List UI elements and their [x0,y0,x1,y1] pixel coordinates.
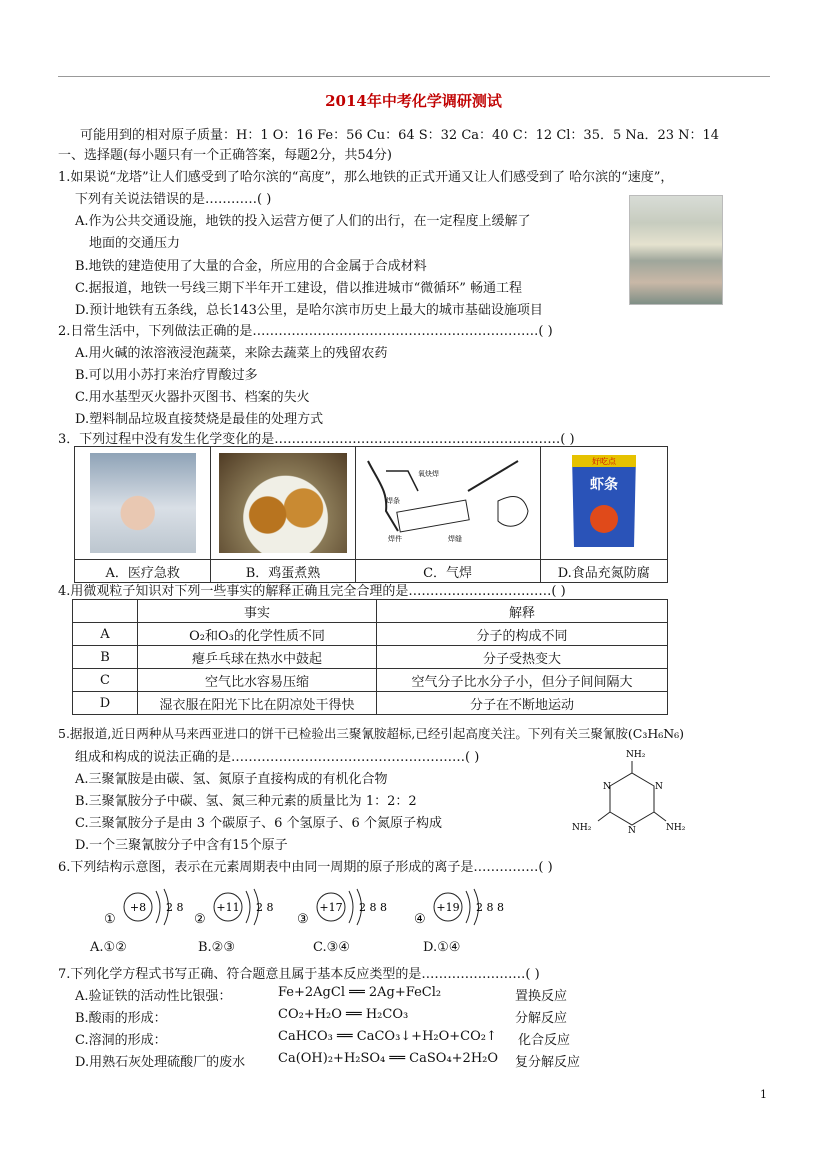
q5-stem-line1: 5.据报道,近日两种从马来西亚进口的饼干已检验出三聚氰胺超标,已经引起高度关注。下列有关三聚氰胺(C₃H₆N₆) [58,726,685,741]
q4-row-explanation: 空气分子比水分子小，但分子间间隔大 [377,669,668,692]
atomic-masses: 可能用到的相对原子质量：H：1 O：16 Fe：56 Cu：64 S：32 Ca：40 C：12 Cl：35．5 Na．23 N：14 [80,128,720,143]
q1-option-a-cont: 地面的交通压力 [89,236,181,251]
q4-row-explanation: 分子在不断地运动 [377,692,668,715]
atom-diagram [414,885,524,939]
nh2-left: NH₂ [572,823,592,833]
q6-option-b: B.②③ [198,940,235,955]
atom-diagram [194,885,304,939]
nucleus-charge: +17 [319,901,343,914]
nucleus-charge: +8 [129,901,147,914]
page-number: 1 [760,1088,767,1101]
q5-option-a: A.三聚氰胺是由碳、氢、氮原子直接构成的有机化合物 [75,772,388,787]
table-row [73,646,668,669]
q1-stem-line2: 下列有关说法错误的是…………( ) [75,192,272,207]
page-title: 2014年中考化学调研测试 [325,92,502,110]
q4-row-explanation: 分子的构成不同 [377,623,668,646]
snack-brand: 好吃点 [591,457,616,466]
q4-row-fact: 瘪乒乓球在热水中鼓起 [138,646,377,669]
q4-header-explanation: 解释 [377,600,668,623]
atom-number: ④ [414,912,426,927]
q7-row-c-equation: CaHCO₃ ══ CaCO₃↓+H₂O+CO₂↑ [278,1029,497,1044]
weld-label-torch: 氧炔焊 [417,470,439,478]
q4-row-label: C [73,669,138,692]
shell-electrons: 2 8 8 [359,901,387,914]
q4-stem: 4.用微观粒子知识对下列一些事实的解释正确且完全合理的是……………………………( ) [58,584,566,599]
q2-option-b: B.可以用小苏打来治疗胃酸过多 [75,368,258,383]
q7-stem: 7.下列化学方程式书写正确、符合题意且属于基本反应类型的是……………………( ) [58,967,540,982]
atom-number: ② [194,912,206,927]
electron-shell [246,891,250,923]
q6-option-d: D.①④ [423,940,461,955]
weld-label-piece: 焊件 [387,535,402,543]
q1-option-b: B.地铁的建造使用了大量的合金，所应用的合金属于合成材料 [75,259,427,274]
q5-option-c: C.三聚氰胺分子是由 3 个碳原子、6 个氢原子、6 个氮原子构成 [75,816,442,831]
q3-caption-d: D.食品充氮防腐 [540,560,667,583]
q7-row-a-label: A.验证铁的活动性比银强： [75,989,232,1004]
nh2-top: NH₂ [626,750,646,760]
q7-row-a-type: 置换反应 [515,989,568,1004]
q1-option-a: A.作为公共交通设施，地铁的投入运营方便了人们的出行，在一定程度上缓解了 [75,214,531,229]
ring-n-bottom: N [628,826,636,836]
q4-row-fact: O₂和O₃的化学性质不同 [138,623,377,646]
q2-stem: 2.日常生活中，下列做法正确的是…………………………………………………………( ) [58,324,553,339]
q7-row-d-label: D.用熟石灰处理硫酸厂的废水 [75,1055,246,1070]
q4-header-blank [73,600,138,623]
q4-header-fact: 事实 [138,600,377,623]
shell-electrons: 2 8 [256,901,274,914]
q3-image-table [74,446,668,583]
q5-option-b: B.三聚氰胺分子中碳、氢、氮三种元素的质量比为 1：2：2 [75,794,417,809]
nucleus-charge: +19 [436,901,460,914]
q7-row-c-label: C.溶洞的形成： [75,1033,167,1048]
q3-caption-c: C．气焊 [355,560,540,583]
q7-row-b-label: B.酸雨的形成： [75,1011,167,1026]
q4-table [72,599,668,715]
q7-row-a-equation: Fe+2AgCl ══ 2Ag+FeCl₂ [278,985,442,1000]
medical-rescue-photo [90,453,196,553]
snack-name: 虾条 [589,477,618,493]
q1-option-c: C.据报道，地铁一号线三期下半年开工建设，借以推进城市“微循环” 畅通工程 [75,281,523,296]
shell-electrons: 2 8 8 [476,901,504,914]
q6-stem: 6.下列结构示意图，表示在元素周期表中由同一周期的原子形成的离子是……………( ) [58,860,553,875]
nucleus-charge: +11 [216,901,240,914]
subway-station-photo [629,195,723,305]
q4-row-fact: 空气比水容易压缩 [138,669,377,692]
gas-welding-diagram [358,451,538,551]
q3-caption-b: B．鸡蛋煮熟 [211,560,355,583]
q5-option-d: D.一个三聚氰胺分子中含有15个原子 [75,838,288,853]
q4-row-explanation: 分子受热变大 [377,646,668,669]
nitrogen-snack-package [564,451,644,551]
table-row [73,669,668,692]
q7-row-b-equation: CO₂+H₂O ══ H₂CO₃ [278,1007,409,1022]
atom-diagram [297,885,407,939]
melamine-structure [570,745,690,837]
section-heading: 一、选择题(每小题只有一个正确答案，每题2分，共54分) [58,148,392,163]
q4-row-label: A [73,623,138,646]
q3-caption-a: A．医疗急救 [75,560,211,583]
q4-row-label: D [73,692,138,715]
q1-stem-line1: 1.如果说“龙塔”让人们感受到了哈尔滨的“高度”，那么地铁的正式开通又让人们感受到了 哈尔滨的“速度”， [58,170,674,185]
q2-option-a: A.用火碱的浓溶液浸泡蔬菜，来除去蔬菜上的残留农药 [75,346,388,361]
shell-electrons: 2 8 [166,901,184,914]
q7-row-b-type: 分解反应 [515,1011,568,1026]
q6-option-c: C.③④ [313,940,350,955]
atom-number: ③ [297,912,309,927]
ring-n-right: N [655,782,663,792]
q6-option-a: A.①② [90,940,127,955]
nh2-right: NH₂ [666,823,686,833]
q2-option-c: C.用水基型灭火器扑灭图书、档案的失火 [75,390,310,405]
q5-stem-line2: 组成和构成的说法正确的是………………………………………………( ) [75,750,480,765]
electron-shell [466,891,470,923]
electron-shell [156,891,160,923]
electron-shell [349,891,353,923]
weld-label-seam: 焊缝 [447,535,462,543]
q7-row-c-type: 化合反应 [518,1033,571,1048]
q4-row-fact: 湿衣服在阳光下比在阴凉处干得快 [138,692,377,715]
q7-row-d-type: 复分解反应 [515,1055,581,1070]
q2-option-d: D.塑料制品垃圾直接焚烧是最佳的处理方式 [75,412,324,427]
q7-row-d-equation: Ca(OH)₂+H₂SO₄ ══ CaSO₄+2H₂O [278,1051,499,1066]
ring-n-left: N [603,782,611,792]
atom-number: ① [104,912,116,927]
q1-option-d: D.预计地铁有五条线，总长143公里，是哈尔滨市历史上最大的城市基础设施项目 [75,303,543,318]
q4-row-label: B [73,646,138,669]
boiled-eggs-photo [219,453,347,553]
weld-label-rod: 焊条 [385,497,400,505]
q3-stem: 3．下列过程中没有发生化学变化的是…………………………………………………………( ) [58,432,575,447]
table-row [73,692,668,715]
header-rule [58,76,770,77]
table-row [73,623,668,646]
